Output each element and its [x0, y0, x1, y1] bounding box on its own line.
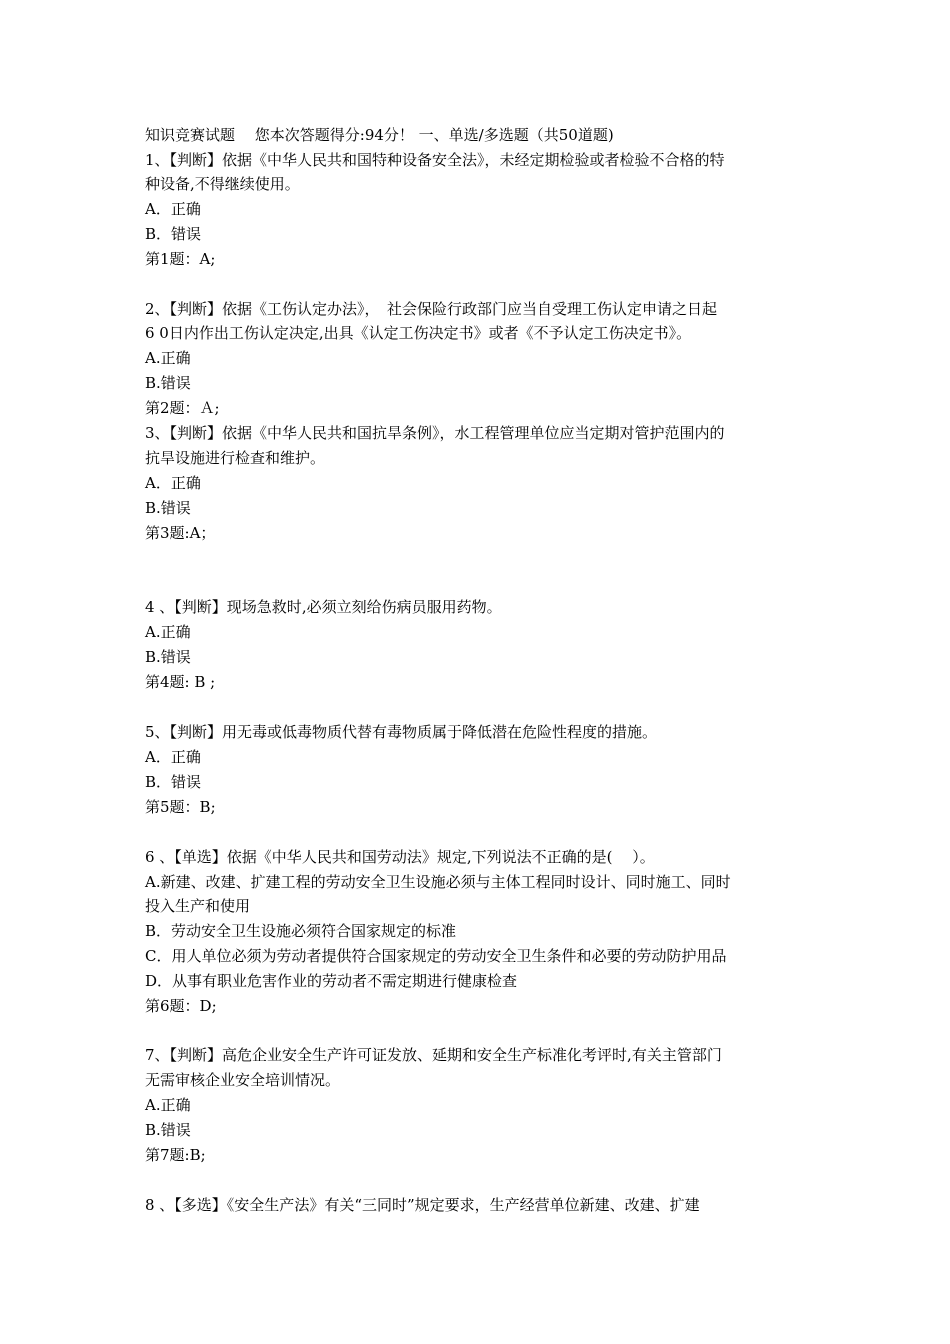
question-3-option-b: B.错误: [145, 499, 191, 517]
document-header: 知识竞赛试题 您本次答题得分:94分！ 一、单选/多选题（共50道题): [145, 126, 614, 144]
question-4-answer: 第4题: B ;: [145, 673, 216, 691]
question-3-text: 3、【判断】依据《中华人民共和国抗旱条例》，水工程管理单位应当定期对管护范围内的: [145, 424, 725, 442]
question-3-option-a: A．正确: [145, 474, 201, 492]
question-6-option-b: B．劳动安全卫生设施必须符合国家规定的标准: [145, 922, 457, 940]
question-5-answer: 第5题：B;: [145, 798, 216, 816]
question-3-text-cont: 抗旱设施进行检查和维护。: [145, 449, 326, 467]
question-6-answer: 第6题：D;: [145, 997, 217, 1015]
question-1-text: 1、【判断】依据《中华人民共和国特种设备安全法》，未经定期检验或者检验不合格的特: [145, 151, 725, 169]
question-8-text: 8 、【多选】《安全生产法》有关“三同时”规定要求，生产经营单位新建、改建、扩建: [145, 1196, 700, 1214]
question-1-option-a: A．正确: [145, 200, 201, 218]
question-2-text-cont: 6 0日内作出工伤认定决定,出具《认定工伤决定书》或者《不予认定工伤决定书》。: [145, 324, 692, 342]
question-7-text: 7、【判断】高危企业安全生产许可证发放、延期和安全生产标准化考评时,有关主管部门: [145, 1046, 722, 1064]
question-1-text-cont: 种设备,不得继续使用。: [145, 175, 300, 193]
question-4-text: 4 、【判断】现场急救时,必须立刻给伤病员服用药物。: [145, 598, 502, 616]
question-6-option-a: A.新建、改建、扩建工程的劳动安全卫生设施必须与主体工程同时设计、同时施工、同时: [145, 873, 731, 891]
question-6-text: 6 、【单选】依据《中华人民共和国劳动法》规定,下列说法不正确的是( ）。: [145, 848, 655, 866]
question-7-option-b: B.错误: [145, 1121, 191, 1139]
question-2-answer: 第2题：Ａ;: [145, 399, 220, 417]
question-7-option-a: A.正确: [145, 1096, 191, 1114]
question-5-option-b: B．错误: [145, 773, 202, 791]
question-5-text: 5、【判断】用无毒或低毒物质代替有毒物质属于降低潜在危险性程度的措施。: [145, 723, 658, 741]
question-2-option-b: B.错误: [145, 374, 191, 392]
question-1-answer: 第1题：A;: [145, 250, 216, 268]
question-6-option-a-cont: 投入生产和使用: [145, 897, 251, 915]
question-7-text-cont: 无需审核企业安全培训情况。: [145, 1071, 341, 1089]
question-2-option-a: A.正确: [145, 349, 191, 367]
question-7-answer: 第7题:B;: [145, 1146, 206, 1164]
question-6-option-d: D．从事有职业危害作业的劳动者不需定期进行健康检查: [145, 972, 518, 990]
question-1-option-b: B．错误: [145, 225, 202, 243]
question-3-answer: 第3题:A；: [145, 524, 216, 542]
question-6-option-c: C．用人单位必须为劳动者提供符合国家规定的劳动安全卫生条件和必要的劳动防护用品: [145, 947, 727, 965]
question-4-option-b: B.错误: [145, 648, 191, 666]
question-5-option-a: A．正确: [145, 748, 201, 766]
question-4-option-a: A.正确: [145, 623, 191, 641]
question-2-text: 2、【判断】依据《工伤认定办法》， 社会保险行政部门应当自受理工伤认定申请之日起: [145, 300, 718, 318]
